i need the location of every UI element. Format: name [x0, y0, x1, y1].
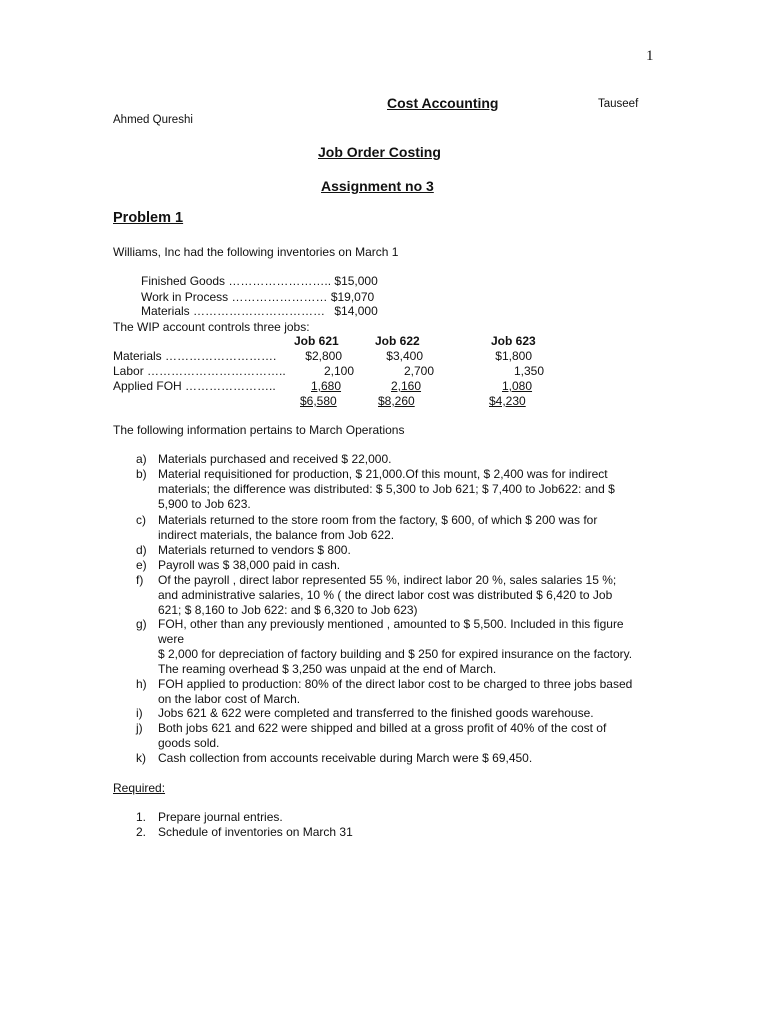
job-cell: $1,800: [495, 349, 532, 363]
list-text: Of the payroll , direct labor represented 55 %, indirect labor 20 %, sales salaries 15 %; and administrative salaries, 10 % ( the direct labor cost was distributed $ 6,420 to Job 621; $ 8,160 to Job 622: and $ 6,320 to Job 623): [158, 573, 617, 617]
list-text: Schedule of inventories on March 31: [158, 825, 353, 839]
job-total: $8,260: [378, 394, 415, 408]
inventory-value: $14,000: [334, 304, 378, 318]
list-text: Materials returned to the store room from the factory, $ 600, of which $ 200 was for indirect materials, the balance from Job 622.: [158, 513, 598, 542]
page-number: 1: [646, 48, 654, 64]
list-marker: b): [136, 467, 147, 481]
job-header: Job 622: [375, 334, 420, 348]
job-header: Job 621: [294, 334, 339, 348]
job-total: $4,230: [489, 394, 526, 408]
inventory-label: Finished Goods ……………………..: [141, 274, 332, 288]
list-marker: 1.: [136, 810, 147, 824]
inventory-value: $19,070: [330, 290, 375, 304]
job-total: $6,580: [300, 394, 337, 408]
assignment-heading: Assignment no 3: [321, 178, 434, 194]
inventory-row: [141, 290, 374, 305]
list-text: Both jobs 621 and 622 were shipped and billed at a gross profit of 40% of the cost of goods sold.: [158, 721, 607, 750]
list-text: Materials purchased and received $ 22,000.: [158, 452, 392, 466]
job-header: Job 623: [491, 334, 536, 348]
job-row-label: Labor ……………………………..: [113, 364, 286, 378]
list-marker: h): [136, 677, 147, 691]
wip-intro: The WIP account controls three jobs:: [113, 320, 310, 334]
list-text: Payroll was $ 38,000 paid in cash.: [158, 558, 341, 572]
list-marker: g): [136, 617, 147, 631]
list-marker: c): [136, 513, 146, 527]
list-marker: j): [136, 721, 143, 735]
list-text: FOH, other than any previously mentioned , amounted to $ 5,500. Included in this figure were $ 2,000 for depreciation of factory building and $ 250 for expired insurance on the factory. The reaming overhead $ 3,250 was unpaid at the end of March.: [158, 617, 633, 676]
inventory-value: $15,000: [334, 274, 378, 288]
job-cell: 1,680: [311, 379, 342, 393]
job-cell: 1,350: [513, 364, 544, 378]
job-cell: 2,100: [323, 364, 354, 378]
job-cell: $3,400: [386, 349, 423, 363]
list-marker: d): [136, 543, 147, 557]
inventory-row: [141, 274, 378, 289]
section-subtitle: Job Order Costing: [318, 144, 441, 160]
intro-text: Williams, Inc had the following inventories on March 1: [113, 245, 399, 259]
list-marker: f): [136, 573, 144, 587]
job-row-label: Materials ……………………….: [113, 349, 277, 363]
list-text: Materials returned to vendors $ 800.: [158, 543, 351, 557]
job-cell: $2,800: [305, 349, 342, 363]
list-marker: i): [136, 706, 143, 720]
author-last-name: Ahmed Qureshi: [113, 114, 193, 126]
inventory-label: Work in Process ……………………: [141, 290, 328, 304]
job-row-label: Applied FOH …………………..: [113, 379, 276, 393]
list-text: Cash collection from accounts receivable during March were $ 69,450.: [158, 751, 533, 765]
list-marker: k): [136, 751, 146, 765]
list-marker: 2.: [136, 825, 147, 839]
inventory-label: Materials ……………………………: [141, 304, 326, 318]
required-heading: Required:: [113, 781, 166, 795]
author-first-name: Tauseef: [598, 98, 639, 110]
list-marker: a): [136, 452, 147, 466]
inventory-row: [141, 304, 378, 319]
job-cell: 2,160: [391, 379, 422, 393]
problem-heading: Problem 1: [113, 210, 184, 226]
operations-intro: The following information pertains to March Operations: [113, 423, 405, 437]
list-text: Prepare journal entries.: [158, 810, 283, 824]
list-marker: e): [136, 558, 147, 572]
job-cell: 1,080: [502, 379, 533, 393]
list-text: FOH applied to production: 80% of the direct labor cost to be charged to three jobs based on the labor cost of March.: [158, 677, 633, 706]
document-title: Cost Accounting: [387, 95, 499, 111]
job-cell: 2,700: [403, 364, 434, 378]
list-text: Jobs 621 & 622 were completed and transferred to the finished goods warehouse.: [158, 706, 594, 720]
list-text: Material requisitioned for production, $ 21,000.Of this mount, $ 2,400 was for indirect materials; the difference was distributed: $ 5,300 to Job 621; $ 7,400 to Job622: and $ 5,900 to Job 623.: [158, 467, 615, 511]
